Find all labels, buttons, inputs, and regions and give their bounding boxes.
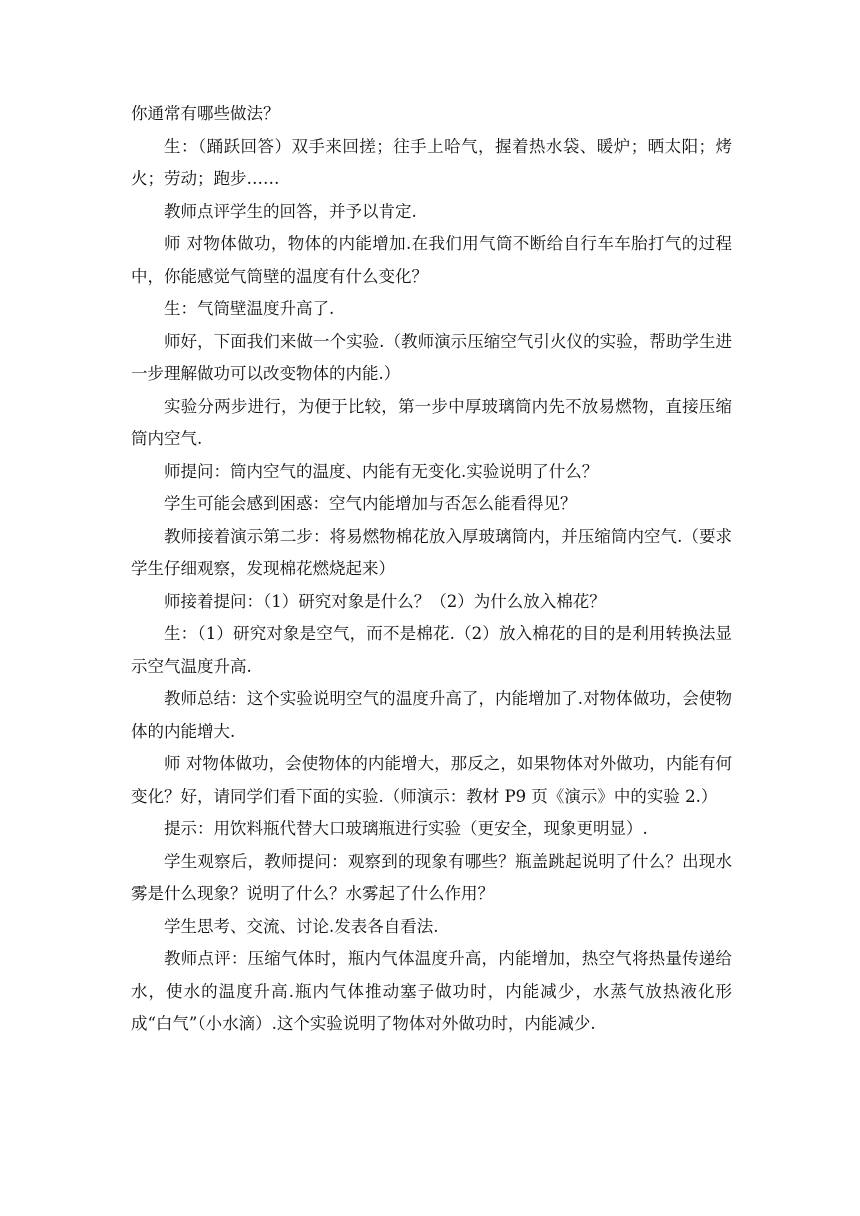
paragraph: 生：（踊跃回答）双手来回搓；往手上哈气，握着热水袋、暖炉；晒太阳；烤火；劳动；跑步…… bbox=[131, 136, 732, 188]
paragraph: 师 对物体做功，物体的内能增加.在我们用气筒不断给自行车车胎打气的过程中，你能感觉气筒壁的温度有什么变化？ bbox=[131, 234, 732, 286]
paragraph: 师 对物体做功，会使物体的内能增大，那反之，如果物体对外做功，内能有何变化？好，请同学们看下面的实验.（师演示：教材 P9 页《演示》中的实验 2.） bbox=[131, 754, 732, 806]
paragraph: 教师总结：这个实验说明空气的温度升高了，内能增加了.对物体做功，会使物体的内能增大. bbox=[131, 689, 732, 741]
paragraph: 生：气筒壁温度升高了. bbox=[164, 299, 335, 318]
document-body bbox=[131, 98, 732, 1041]
paragraph: 师提问：筒内空气的温度、内能有无变化.实验说明了什么？ bbox=[164, 461, 599, 481]
paragraph: 教师点评：压缩气体时，瓶内气体温度升高，内能增加，热空气将热量传递给水，使水的温度升高.瓶内气体推动塞子做功时，内能减少，水蒸气放热液化形成“白气”（小水滴）.这个实验说明了物体对外做功时，内能减少. bbox=[131, 949, 732, 1033]
paragraph: 学生观察后，教师提问：观察到的现象有哪些？瓶盖跳起说明了什么？出现水雾是什么现象？说明了什么？水雾起了什么作用？ bbox=[131, 851, 732, 903]
paragraph: 师好，下面我们来做一个实验.（教师演示压缩空气引火仪的实验，帮助学生进一步理解做功可以改变物体的内能.） bbox=[131, 331, 732, 383]
paragraph: 实验分两步进行，为便于比较，第一步中厚玻璃筒内先不放易燃物，直接压缩筒内空气. bbox=[131, 396, 732, 448]
paragraph: 提示：用饮料瓶代替大口玻璃瓶进行实验（更安全，现象更明显）. bbox=[164, 819, 648, 838]
paragraph: 师接着提问：（1）研究对象是什么？（2）为什么放入棉花？ bbox=[164, 591, 606, 611]
paragraph: 学生思考、交流、讨论.发表各自看法. bbox=[164, 916, 439, 936]
paragraph: 教师接着演示第二步：将易燃物棉花放入厚玻璃筒内，并压缩筒内空气.（要求学生仔细观察，发现棉花燃烧起来） bbox=[131, 526, 732, 578]
paragraph: 学生可能会感到困惑：空气内能增加与否怎么能看得见？ bbox=[164, 494, 577, 513]
paragraph: 你通常有哪些做法？ bbox=[131, 104, 280, 123]
paragraph: 教师点评学生的回答，并予以肯定. bbox=[164, 201, 417, 221]
paragraph: 生：（1）研究对象是空气，而不是棉花.（2）放入棉花的目的是利用转换法显示空气温度升高. bbox=[131, 624, 732, 676]
